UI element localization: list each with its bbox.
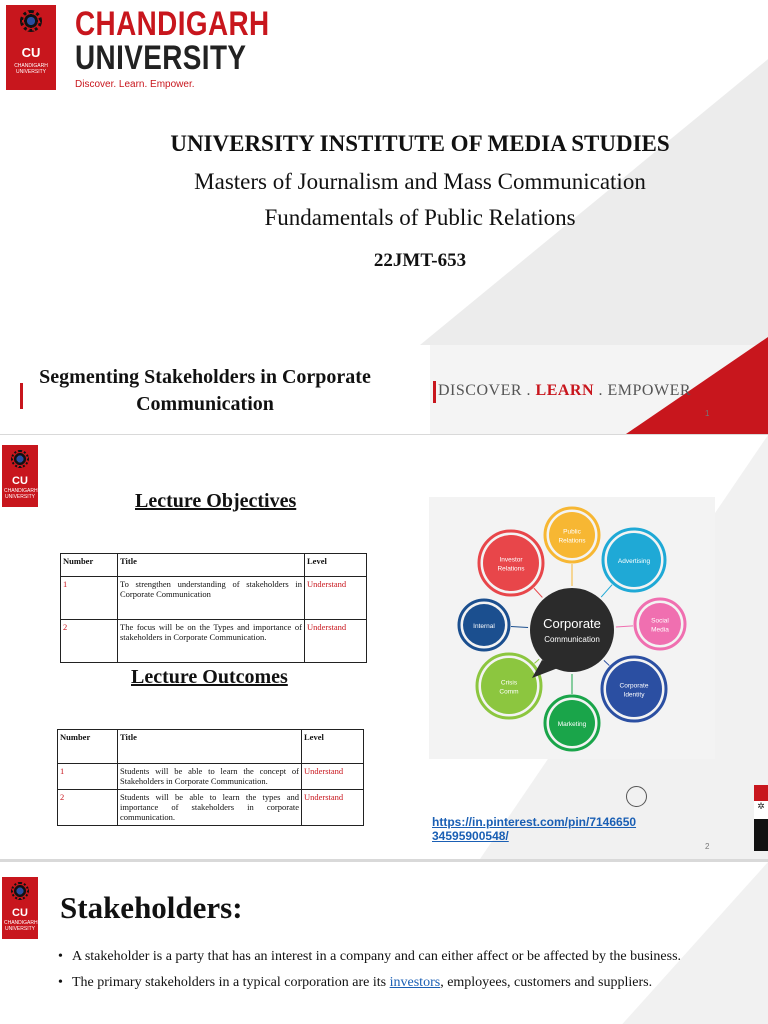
- table-header-cell: Title: [118, 730, 302, 764]
- crisis-label: Crisis: [500, 679, 518, 687]
- table-cell: 2: [58, 790, 118, 826]
- objectives-table: [60, 553, 367, 663]
- motto: [438, 382, 691, 400]
- motto-empower: . EMPOWER: [594, 382, 692, 399]
- course-code: 22JMT-653: [373, 250, 467, 271]
- university-logo-small: [2, 877, 38, 939]
- brand-name-line2: UNIVERSITY: [75, 39, 247, 77]
- gear-emblem-icon: [11, 882, 29, 900]
- identity-connector: [604, 660, 609, 665]
- table-cell: 1: [58, 764, 118, 790]
- diagram-svg: [429, 497, 715, 759]
- university-logo: [6, 5, 56, 90]
- crisis-label: Comm: [499, 688, 519, 696]
- corporate-communication-diagram: [429, 497, 715, 759]
- gear-icon: ✲: [754, 801, 768, 811]
- motto-learn: LEARN: [535, 382, 595, 399]
- gear-emblem-icon: [20, 10, 42, 32]
- table-row: [61, 577, 367, 620]
- outcomes-table: [57, 729, 364, 826]
- topic-title-line2: Communication: [136, 393, 274, 415]
- logo-letters: CU: [12, 475, 28, 487]
- objectives-slide: [0, 435, 768, 859]
- table-cell: Students will be able to learn the types and importance of stakeholders in corporate communication.: [118, 790, 302, 826]
- table-header-row: [58, 730, 364, 764]
- investors-link[interactable]: investors: [389, 975, 441, 990]
- list-item: • A stakeholder is a party that has an interest in a company and can either affect or be affected by the business.: [58, 948, 718, 966]
- logo-caption: CHANDIGARH UNIVERSITY: [4, 488, 38, 500]
- source-link-line1: https://in.pinterest.com/pin/7146650: [432, 815, 637, 829]
- slide-heading: Stakeholders:: [60, 890, 243, 925]
- brand-tagline: Discover. Learn. Empower.: [75, 79, 195, 90]
- public-label: Relations: [558, 537, 586, 545]
- logo-caption: CHANDIGARH UNIVERSITY: [4, 920, 38, 932]
- logo-letters: CU: [12, 907, 28, 919]
- source-link[interactable]: [432, 815, 636, 843]
- table-cell: Understand: [305, 620, 367, 663]
- table-header-cell: Level: [305, 554, 367, 577]
- source-link-line2: 34595900548/: [432, 829, 509, 843]
- table-header-cell: Number: [58, 730, 118, 764]
- table-cell: The focus will be on the Types and importance of stakeholders in Corporate Communication.: [118, 620, 305, 663]
- logo-letters: CU: [21, 45, 41, 60]
- marketing-label: Marketing: [557, 721, 587, 728]
- bullet-text: The primary stakeholders in a typical corporation are its: [72, 975, 390, 990]
- investor-label: Investor: [499, 556, 523, 564]
- course-title: Fundamentals of Public Relations: [264, 205, 576, 230]
- gear-emblem-icon: [11, 450, 29, 468]
- page-number: 2: [705, 842, 710, 851]
- table-cell: Understand: [302, 764, 364, 790]
- crisis-connector: [534, 659, 539, 663]
- table-cell: Understand: [302, 790, 364, 826]
- table-header-cell: Title: [118, 554, 305, 577]
- table-cell: Understand: [305, 577, 367, 620]
- center-label-line2: Communication: [544, 635, 600, 644]
- outcomes-heading: Lecture Outcomes: [131, 666, 288, 688]
- internal-connector: [511, 627, 528, 628]
- topic-title-line1: Segmenting Stakeholders in Corporate: [39, 366, 371, 388]
- institute-title: UNIVERSITY INSTITUTE OF MEDIA STUDIES: [170, 131, 670, 156]
- title-slide: [0, 0, 768, 434]
- social-label: Media: [651, 626, 669, 634]
- center-label-line1: Corporate: [543, 616, 601, 631]
- bullet-text: , employees, customers and suppliers.: [440, 975, 653, 990]
- table-row: [58, 764, 364, 790]
- bullet-list: [58, 948, 718, 1000]
- advertising-connector: [601, 585, 612, 597]
- page-number: 1: [705, 409, 710, 418]
- identity-label: Corporate: [619, 682, 649, 690]
- table-cell: 2: [61, 620, 118, 663]
- social-label: Social: [651, 617, 669, 625]
- brand-name-line1: CHANDIGARH: [75, 5, 270, 43]
- table-row: [58, 790, 364, 826]
- investor-connector: [534, 588, 542, 597]
- circle-icon: [626, 786, 647, 807]
- accent-bar-motto: [433, 381, 436, 403]
- public-label: Public: [563, 528, 581, 536]
- stakeholders-slide: [0, 862, 768, 1024]
- social-connector: [616, 626, 633, 627]
- university-logo-small: [2, 445, 38, 507]
- table-cell: Students will be able to learn the concept of Stakeholders in Corporate Communication.: [118, 764, 302, 790]
- advertising-label: Advertising: [617, 558, 651, 565]
- investor-label: Relations: [497, 565, 525, 573]
- logo-caption: CHANDIGARH UNIVERSITY: [14, 63, 48, 75]
- objectives-heading: Lecture Objectives: [135, 490, 297, 512]
- neighbor-slide-edge: [754, 785, 768, 851]
- table-cell: To strengthen understanding of stakeholders in Corporate Communication: [118, 577, 305, 620]
- table-row: [61, 620, 367, 663]
- table-header-cell: Level: [302, 730, 364, 764]
- motto-discover: DISCOVER .: [438, 382, 536, 399]
- program-title: Masters of Journalism and Mass Communication: [194, 169, 646, 194]
- internal-label: Internal: [473, 623, 495, 630]
- topic-title: [10, 364, 400, 418]
- list-item: [58, 974, 718, 992]
- table-header-row: [61, 554, 367, 577]
- identity-label: Identity: [623, 691, 645, 699]
- table-cell: 1: [61, 577, 118, 620]
- table-header-cell: Number: [61, 554, 118, 577]
